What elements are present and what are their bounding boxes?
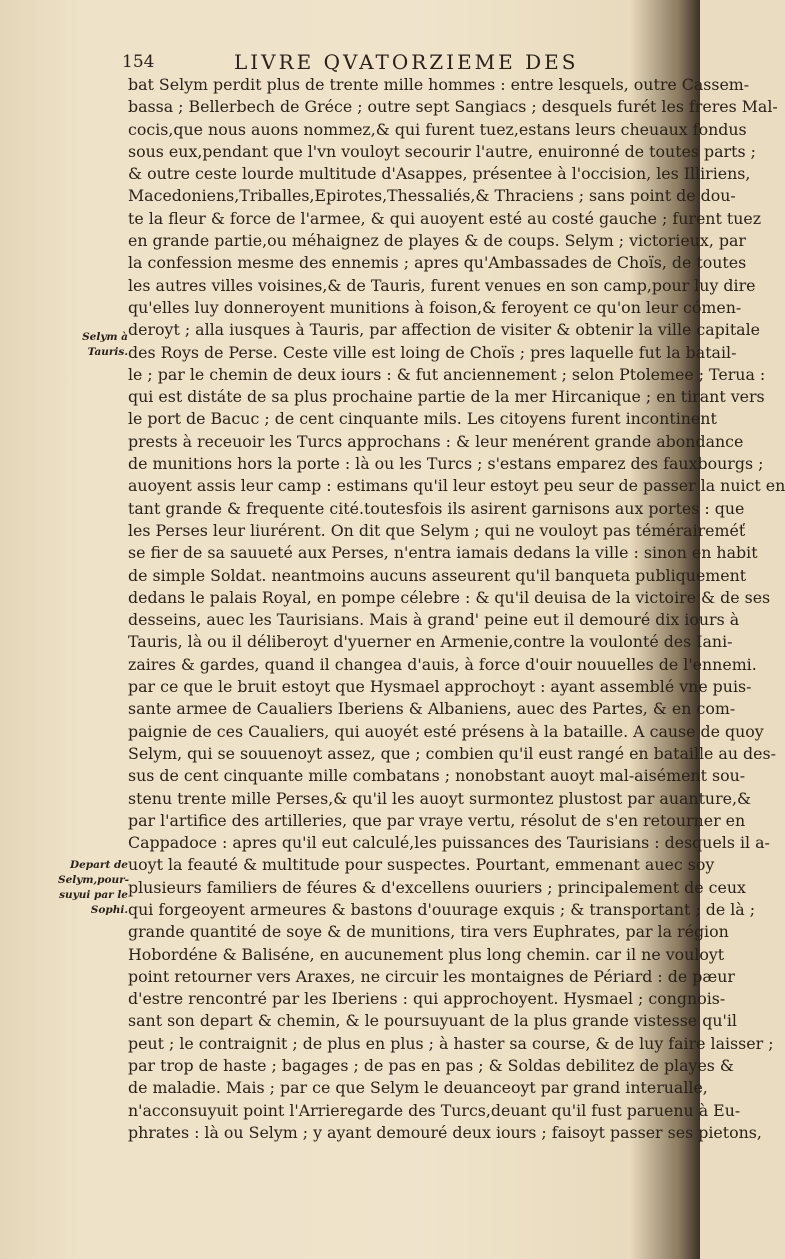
text-line: des Roys de Perse. Ceste ville est loing de Choïs ; pres laquelle fut la batail- bbox=[128, 342, 737, 362]
margin-note-line: Selym à bbox=[82, 331, 128, 343]
text-line: paignie de ces Caualiers, qui auoyét esté présens à la bataille. A cause de quoy bbox=[128, 721, 764, 741]
text-line: & outre ceste lourde multitude d'Asappes, présentee à l'occision, les Illiriens, bbox=[128, 164, 751, 184]
running-title: LIVRE QVATORZIEME DES bbox=[234, 50, 579, 74]
text-line: sant son depart & chemin, & le poursuyuant de la plus grande vistesse qu'il bbox=[128, 1011, 737, 1031]
text-line: n'acconsuyuit point l'Arrieregarde des Turcs,deuant qu'il fust paruenu à Eu- bbox=[128, 1100, 741, 1120]
text-line: grande quantité de soye & de munitions, tira vers Euphrates, par la région bbox=[128, 922, 729, 942]
text-line: de maladie. Mais ; par ce que Selym le deuanceoyt par grand interualle, bbox=[128, 1078, 708, 1098]
text-line: qui est distáte de sa plus prochaine partie de la mer Hircanique ; en tirant vers bbox=[128, 387, 765, 407]
margin-note-depart-selym bbox=[58, 858, 128, 918]
text-line: se fier de sa sauueté aux Perses, n'entra iamais dedans la ville : sinon en habit bbox=[128, 543, 758, 563]
text-line: le port de Bacuc ; de cent cinquante mils. Les citoyens furent incontinent bbox=[128, 409, 717, 429]
text-line: sous eux,pendant que l'vn vouloyt secourir l'autre, enuironné de toutes parts ; bbox=[128, 141, 756, 161]
text-line: prests à receuoir les Turcs approchans : & leur menérent grande abondance bbox=[128, 431, 744, 451]
text-line: te la fleur & force de l'armee, & qui auoyent esté au costé gauche ; furent tuez bbox=[128, 208, 762, 228]
text-line: par trop de haste ; bagages ; de pas en pas ; & Soldas debilitez de playes & bbox=[128, 1056, 734, 1076]
body-text bbox=[128, 74, 785, 1144]
text-line: point retourner vers Araxes, ne circuir les montaignes de Périard : de pæur bbox=[128, 966, 735, 986]
text-line: qui forgeoyent armeures & bastons d'ouurage exquis ; & transportant ; de là ; bbox=[128, 899, 756, 919]
text-line: phrates : là ou Selym ; y ayant demouré deux iours ; faisoyt passer ses pietons, bbox=[128, 1122, 762, 1142]
text-line: la confession mesme des ennemis ; apres qu'Ambassades de Choïs, de toutes bbox=[128, 253, 747, 273]
text-line: auoyent assis leur camp : estimans qu'il leur estoyt peu seur de passer la nuict en bbox=[128, 476, 785, 496]
text-line: deroyt ; alla iusques à Tauris, par affection de visiter & obtenir la ville capitale bbox=[128, 320, 760, 340]
page-header bbox=[122, 50, 682, 74]
text-line: d'estre rencontré par les Iberiens : qui approchoyent. Hysmael ; congnois- bbox=[128, 989, 726, 1009]
text-line: cocis,que nous auons nommez,& qui furent tuez,estans leurs cheuaux fondus bbox=[128, 119, 747, 139]
text-line: zaires & gardes, quand il changea d'auis, à force d'ouir nouuelles de l'ennemi. bbox=[128, 654, 757, 674]
text-line: Cappadoce : apres qu'il eut calculé,les puissances des Taurisians : desquels il a- bbox=[128, 833, 770, 853]
margin-note-line: Depart de bbox=[70, 859, 128, 871]
text-line: sante armee de Caualiers Iberiens & Albaniens, auec des Partes, & en com- bbox=[128, 699, 736, 719]
text-line: Hobordéne & Baliséne, en aucunement plus long chemin. car il ne vouloyt bbox=[128, 944, 725, 964]
text-line: les Perses leur liurérent. On dit que Selym ; qui ne vouloyt pas téméraireméť bbox=[128, 520, 746, 540]
text-line: Tauris, là ou il déliberoyt d'yuerner en Armenie,contre la voulonté des Iani- bbox=[128, 632, 733, 652]
text-line: qu'elles luy donneroyent munitions à foison,& feroyent ce qu'on leur cómen- bbox=[128, 297, 742, 317]
text-line: plusieurs familiers de féures & d'excellens ouuriers ; principalement de ceux bbox=[128, 877, 746, 897]
margin-note-selym-tauris bbox=[58, 330, 128, 360]
text-line: tant grande & frequente cité.toutesfois ils asirent garnisons aux portes : que bbox=[128, 498, 745, 518]
text-line: Macedoniens,Triballes,Epirotes,Thessaliés,& Thraciens ; sans point de dou- bbox=[128, 186, 736, 206]
margin-note-line: Tauris. bbox=[87, 346, 128, 358]
text-line: bassa ; Bellerbech de Gréce ; outre sept Sangiacs ; desquels furét les freres Mal- bbox=[128, 97, 778, 117]
text-line: stenu trente mille Perses,& qu'il les auoyt surmontez plustost par auanture,& bbox=[128, 788, 752, 808]
text-line: sus de cent cinquante mille combatans ; nonobstant auoyt mal-aisément sou- bbox=[128, 766, 746, 786]
text-line: les autres villes voisines,& de Tauris, furent venues en son camp,pour luy dire bbox=[128, 275, 756, 295]
text-line: le ; par le chemin de deux iours : & fut anciennement ; selon Ptolemee ; Terua : bbox=[128, 364, 766, 384]
text-line: bat Selym perdit plus de trente mille hommes : entre lesquels, outre Cassem- bbox=[128, 75, 750, 94]
margin-note-line: Selym,pour- bbox=[58, 874, 129, 886]
text-line: Selym, qui se souuenoyt assez, que ; combien qu'il eust rangé en bataille au des- bbox=[128, 743, 776, 763]
margin-note-line: suyui par le bbox=[59, 889, 128, 901]
text-line: de munitions hors la porte : là ou les Turcs ; s'estans emparez des fauxbourgs ; bbox=[128, 454, 764, 474]
text-line: en grande partie,ou méhaignez de playes & de coups. Selym ; victorieux, par bbox=[128, 231, 746, 251]
text-line: de simple Soldat. neantmoins aucuns asseurent qu'il banqueta publiquement bbox=[128, 565, 747, 585]
text-line: par l'artifice des artilleries, que par vraye vertu, résolut de s'en retourner en bbox=[128, 810, 746, 830]
text-line: desseins, auec les Taurisians. Mais à grand' peine eut il demouré dix iours à bbox=[128, 610, 740, 630]
text-line: dedans le palais Royal, en pompe célebre : & qu'il deuisa de la victoire & de ses bbox=[128, 587, 771, 607]
text-line: peut ; le contraignit ; de plus en plus ; à haster sa course, & de luy faire laisser ; bbox=[128, 1033, 774, 1053]
text-line: par ce que le bruit estoyt que Hysmael approchoyt : ayant assemblé vne puis- bbox=[128, 677, 752, 697]
margin-note-line: Sophi. bbox=[90, 904, 128, 916]
text-line: uoyt la feauté & multitude pour suspectes. Pourtant, emmenant auec soy bbox=[128, 855, 715, 875]
page-number: 154 bbox=[122, 52, 155, 72]
